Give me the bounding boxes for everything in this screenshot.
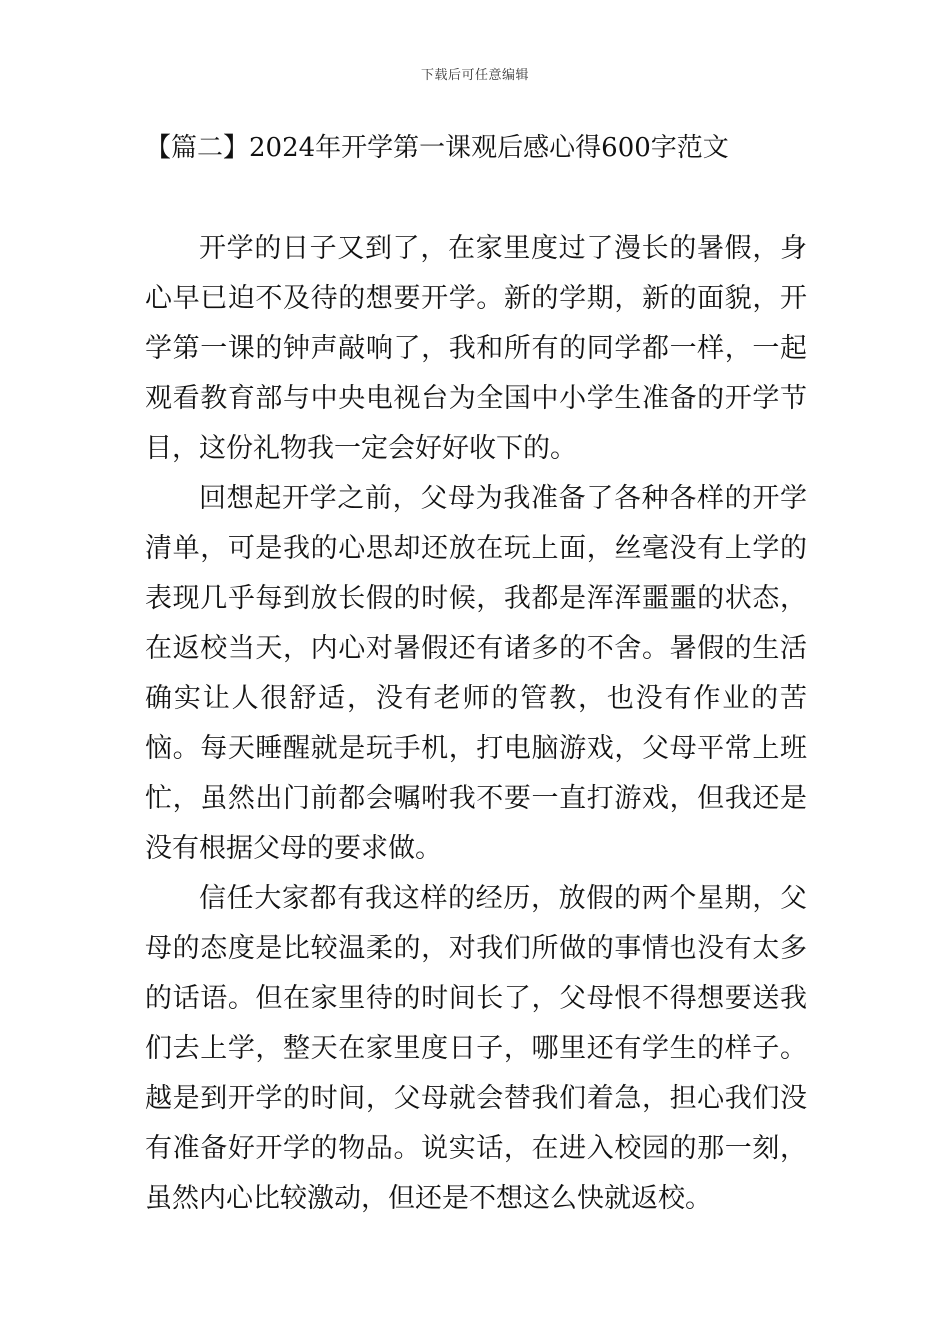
paragraph: 回想起开学之前，父母为我准备了各种各样的开学清单，可是我的心思却还放在玩上面，丝毫没有上学的表现几乎每到放长假的时候，我都是浑浑噩噩的状态，在返校当天，内心对暑假还有诸多的不舍。暑假的生活确实让人很舒适，没有老师的管教，也没有作业的苦恼。每天睡醒就是玩手机，打电脑游戏，父母平常上班忙，虽然出门前都会嘱咐我不要一直打游戏，但我还是没有根据父母的要求做。 bbox=[145, 483, 807, 864]
paragraph: 开学的日子又到了，在家里度过了漫长的暑假，身心早已迫不及待的想要开学。新的学期，新的面貌，开学第一课的钟声敲响了，我和所有的同学都一样，一起观看教育部与中央电视台为全国中小学生准备的开学节目，这份礼物我一定会好好收下的。 bbox=[145, 233, 807, 464]
header-note: 下载后可任意编辑 bbox=[420, 68, 529, 83]
paragraph: 信任大家都有我这样的经历，放假的两个星期，父母的态度是比较温柔的，对我们所做的事情也没有太多的话语。但在家里待的时间长了，父母恨不得想要送我们去上学，整天在家里度日子，哪里还有学生的样子。越是到开学的时间，父母就会替我们着急，担心我们没有准备好开学的物品。说实话，在进入校园的那一刻，虽然内心比较激动，但还是不想这么快就返校。 bbox=[145, 883, 807, 1214]
document-body bbox=[145, 224, 807, 1224]
document-title: 【篇二】2024年开学第一课观后感心得600字范文 bbox=[145, 133, 729, 163]
